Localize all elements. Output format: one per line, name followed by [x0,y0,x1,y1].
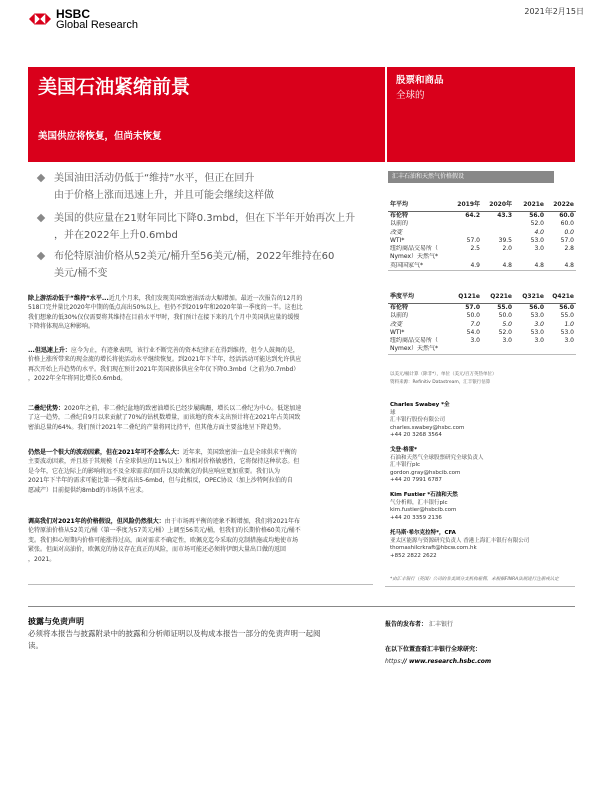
source-note: 资料来源：Refinitiv Datastream，汇丰银行估算 [390,380,491,385]
table-row: Nymex）天然气* [388,345,576,354]
report-title: 美国石油紧缩前景 [38,76,191,98]
body-paragraph: ...但迅速上升：应今为止，有迹象表明，该行业不断完善的资本纪律正在得到维持，但令人鼓舞的是， 价格上涨所带来的现金流的增长将使活动水平继续恢复。到2021年下半年，经活活动可能达到允许供应 再次开始上升趋势的水平。我们现在预计2021年美国液体供应全年仅下降0.3mbd（之前为0.7mbd） ，2022年全年将同比增长0.6mbd。 [28,347,302,383]
table-header-row: 季度平均 Q121e Q221e Q321e Q421e [388,292,576,304]
table-row: 纽约商品交易所（ 2.5 2.0 3.0 2.8 [390,245,574,253]
table-row: 布伦特 57.0 55.0 56.0 56.0 [390,304,574,311]
body-paragraph: 二叠纪优势：2020年之前，非二叠纪盆地的致密油增长已经步履蹒跚，增长以二叠纪为中心。低迷加速 了这一趋势，二叠纪自9月以来贡献了70%的钻机数增量，而该地的资本支出预计将在2021年占美国致 密油总量的64%。我们预计2021年二叠纪的产量将同比持平，但其他方面主要盆地呈下降趋势。 [28,405,302,431]
finra-disclaimer-note: *由汇丰银行（英国）公司的非美国分支机构雇佣，未根据FINRA法规进行注册或认定 [390,577,559,582]
divider [28,606,575,607]
body-paragraph: 调高我们对2021年的价格假设，但风险仍然很大：由于市场再平衡的迹象不断增加，我们将2021年布 伦特原油价格从52美元/桶（第一季度为57美元/桶）上调至56美元/桶，但我们的长期价格60美元/桶不 变。我们担心短期内价格可能涨得过高，面对需求不确定性，欧佩克迄今采取的克制措施或均地使市场 紧张。但面对高油价，欧佩克的协议存在真正的风险，而市场可能还必须将伊朗大量出口做的返回 ，2021。 [28,518,301,563]
bullet-diamond-icon [37,252,45,260]
analyst-card: Charles Swabey *全 球 汇丰银行股份有限公司 charles.swabey@hsbc.com +44 20 3268 3564 [390,402,465,439]
body-paragraph: 仍然是一个很大的波动因素，但在2021年可不会那么大：近年来，美国致密油一直是全球供求平衡的 主要波动因素，并且基于其规模（占全球供应的11%以上）和相对价格敏感性，它将保持这种状态。但 是今年，它在边际上的影响将远不及全球需求的回升以及欧佩克的供应响应更加重要。我们认为 2021年下半年的需求可能比第一季度高出5-6mbd，但与此相反，OPEC协议（加上沙特阿拉伯的自 愿减产）目前提供约8mbd的市场供不应求。 [28,449,300,494]
disclosure-title: 披露与免责声明 [28,617,84,626]
unit-note: 以美元/桶计算（除非*），单位（美元/百万英热单位） [390,372,497,377]
table-row: 以前的 52.0 60.0 [390,220,574,228]
divider [385,586,575,587]
analyst-card: 戈登·格雷* 石油和天然气全球股票研究全球负责人 汇丰银行plc gordon.gray@hsbcib.com +44 20 7991 6787 [390,447,484,484]
report-subtitle: 美国供应将恢复，但尚未恢复 [38,131,162,142]
issued-by: 报告的发布者： 汇丰银行 [385,621,453,628]
report-date: 2021年2月15日 [524,7,584,16]
sector-label: 股票和商品 [396,75,444,86]
bullet-diamond-icon [37,214,45,222]
table-row: WTI* 54.0 52.0 53.0 53.0 [390,328,574,336]
region-label: 全球的 [396,90,425,101]
divider [28,584,373,585]
logo-hsbc-text: HSBC [56,7,91,21]
table-row: Nymex）天然气* [390,253,439,261]
research-url-link[interactable]: https:// www.research.hsbc.com [385,658,492,665]
table-row: 改变 7.0 5.0 3.0 1.0 [390,320,574,328]
summary-bullet: 美国的供应量在21财年同比下降0.3mbd，但在下半年开始再次上升 ，并在2022年上升0.6mbd [38,210,378,244]
disclosure-text: 必须将本报告与披露附录中的披露和分析师证明以及构成本报告一部分的免责声明一起阅 读。 [28,629,321,650]
summary-bullet: 布伦特原油价格从52美元/桶升至56美元/桶，2022年维持在60 美元/桶不变 [38,248,378,282]
table-row: 改变 4.0 0.0 [390,228,574,236]
price-assumptions-title: 汇丰石油和天然气价格假设 [388,171,554,183]
analyst-card: Kim Fustier *石油和天然 气分析师，汇丰银行plc kim.fustier@hsbcib.com +44 20 3359 2136 [390,492,458,521]
logo-global-research-text: Global Research [56,19,138,31]
table-row: 布伦特 64.2 43.3 56.0 60.0 [390,212,574,219]
hsbc-logo-icon [29,8,51,30]
quarterly-price-table [388,292,576,355]
table-row: 纽约商品交易所（ 3.0 3.0 3.0 3.0 [390,337,574,345]
analyst-card: 托马斯·希尔克拉特*，CFA 亚太区能源与资源研究负责人 香港上海汇丰银行有限公司 thomashilcrkraft@hbcw.com.hk +852 2822 2622 [390,530,530,559]
view-research-text: 在以下位置查看汇丰银行全球研究： [385,646,482,653]
table-row: 英国国家气* 4.9 4.8 4.8 4.8 [390,261,574,269]
banner-divider [385,67,387,162]
table-row: 以前的 50.0 50.0 53.0 55.0 [390,312,574,320]
table-header-row: 年平均 2019年 2020年 2021e 2022e [388,200,576,212]
body-paragraph: 除上游活动低于“维持”水平...近几个月来，我们发现美国致密油活动大幅增加。最近一次报告的12月的 518口完井量比2020年中期的低点高出50%以上，但仍不到2019年和2020年第一季度的一半。这也比 我们想象的低30%仅仅需要将其维持在目前水平甲时，我们预计在接下来的几个月中美国供应量的缓慢 下降将体现出这种影响。 [28,295,303,331]
bullet-diamond-icon [37,174,45,182]
summary-bullet: 美国油田活动仍低于“维持”水平，但正在回升 由于价格上涨而迅速上升，并且可能会继续这样做 [38,170,378,204]
annual-price-table [388,200,576,271]
table-row: WTI* 57.0 39.5 53.0 57.0 [390,236,574,244]
